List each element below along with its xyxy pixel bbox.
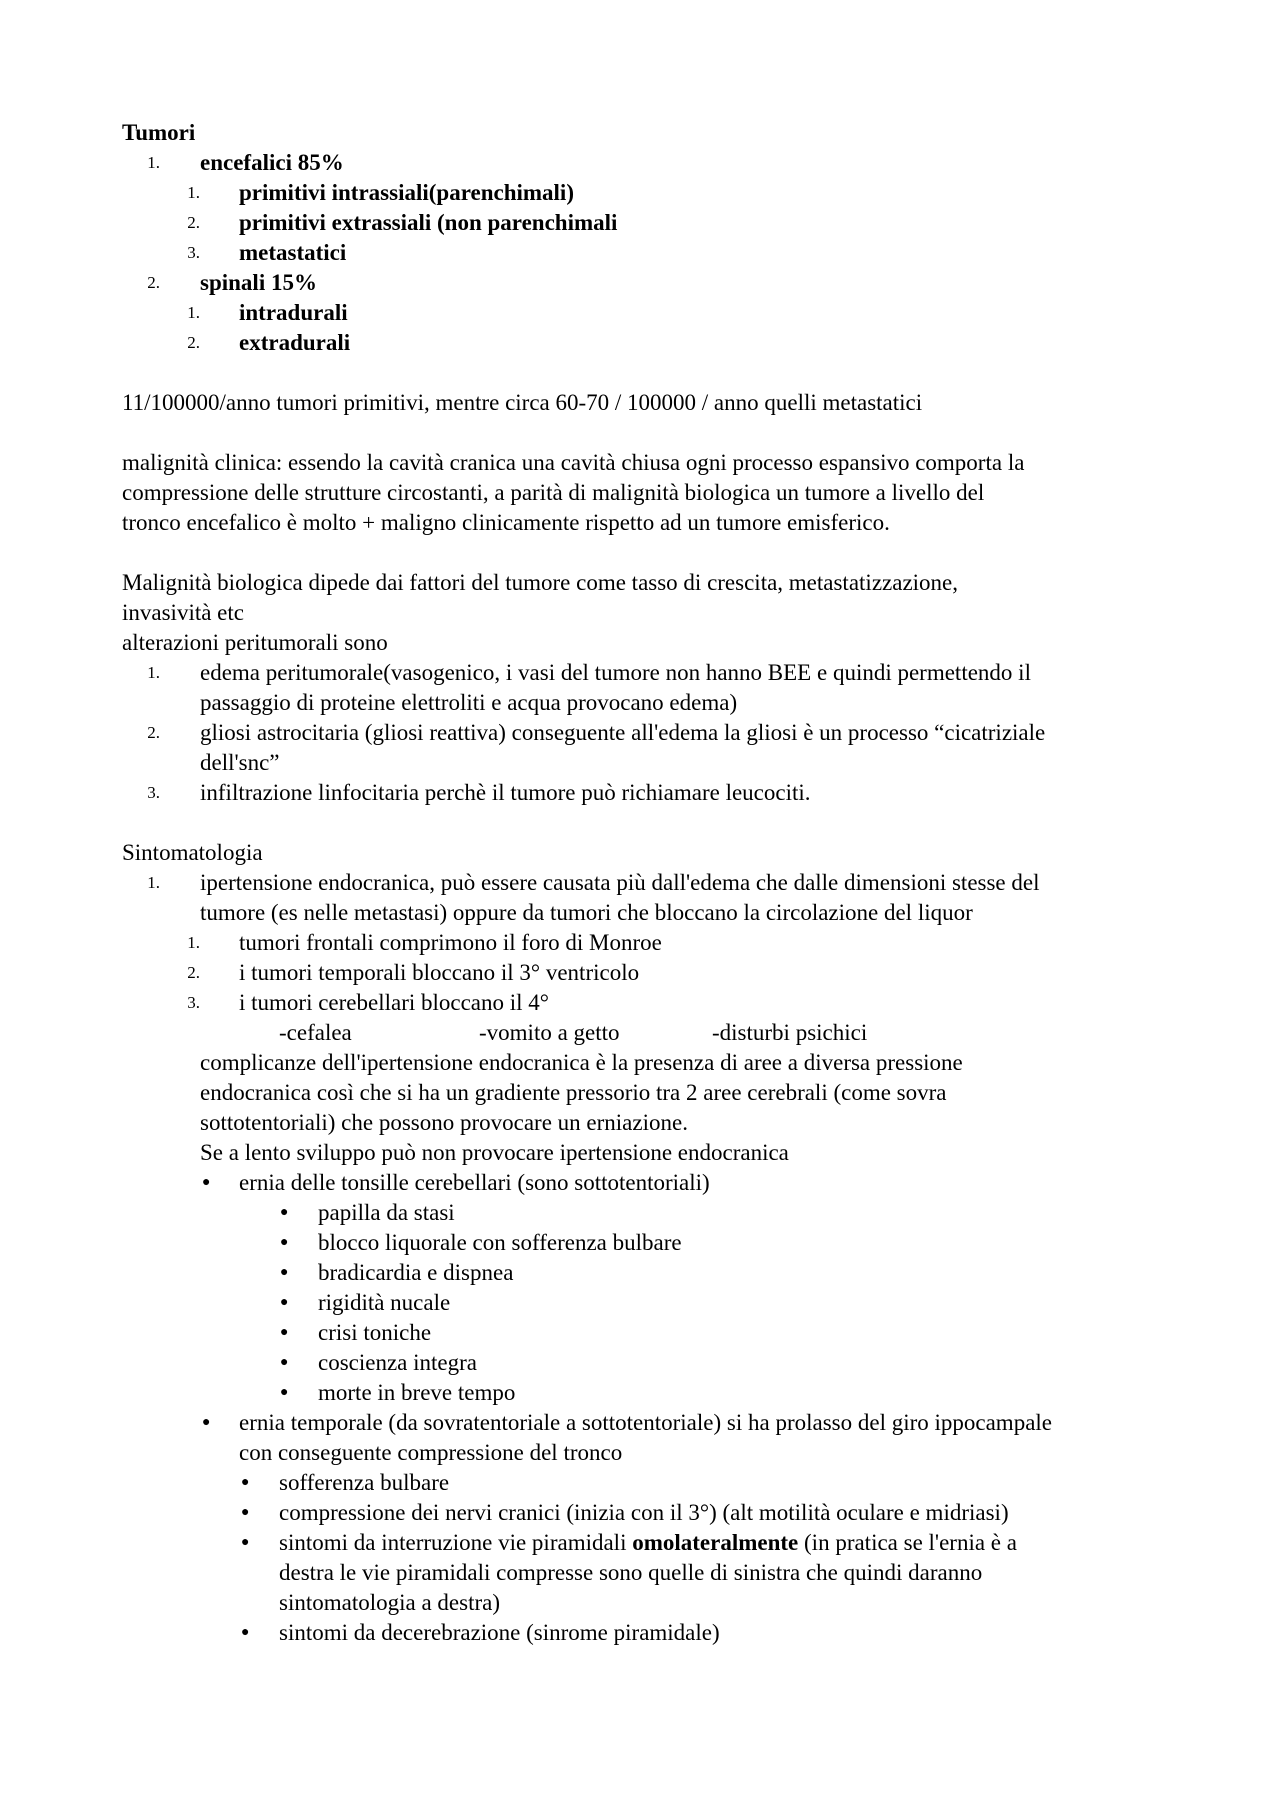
paragraph-line: Se a lento sviluppo può non provocare ipertensione endocranica [200, 1140, 789, 1165]
bullet-item: ● ernia delle tonsille cerebellari (sono sottotentoriali) [122, 1168, 1172, 1198]
bullet-icon: ● [280, 1355, 289, 1370]
bullet-item: ● sintomi da decerebrazione (sinrome piramidale) [122, 1618, 1172, 1648]
bullet-icon: ● [280, 1205, 289, 1220]
bullet-icon: ● [202, 1415, 211, 1430]
section-title: Tumori [122, 120, 196, 145]
list-item: 1. intradurali [187, 300, 348, 325]
bullet-item: ● papilla da stasi [122, 1198, 1172, 1228]
section-heading: Sintomatologia [122, 840, 263, 865]
bullet-item: ● ernia temporale (da sovratentoriale a sottotentoriale) si ha prolasso del giro ippocampale [122, 1408, 1172, 1438]
list-item: 2. gliosi astrocitaria (gliosi reattiva) conseguente all'edema la gliosi è un processo “cicatriziale [147, 720, 1046, 745]
bullet-item: ● morte in breve tempo [122, 1378, 1172, 1408]
incidence-text: 11/100000/anno tumori primitivi, mentre circa 60-70 / 100000 / anno quelli metastatici [122, 390, 923, 415]
bullet-icon: ● [202, 1175, 211, 1190]
list-item: 3. infiltrazione linfocitaria perchè il tumore può richiamare leucociti. [147, 780, 811, 805]
list-item-continuation: passaggio di proteine elettroliti e acqua provocano edema) [200, 690, 738, 715]
bullet-icon: ● [241, 1625, 250, 1640]
bullet-item: ● coscienza integra [122, 1348, 1172, 1378]
bullet-icon: ● [280, 1295, 289, 1310]
list-item: 3. i tumori cerebellari bloccano il 4° [187, 990, 549, 1015]
symptom-tabs: -cefalea -vomito a getto -disturbi psichici [279, 1020, 868, 1045]
bullet-item: ● compressione dei nervi cranici (inizia con il 3°) (alt motilità oculare e midriasi) [122, 1498, 1172, 1528]
list-item: 2. i tumori temporali bloccano il 3° ventricolo [187, 960, 640, 985]
bullet-item-continuation: destra le vie piramidali compresse sono quelle di sinistra che quindi daranno [279, 1560, 983, 1585]
list-item: 1. ipertensione endocranica, può essere causata più dall'edema che dalle dimensioni stesse del [147, 870, 1040, 895]
bullet-icon: ● [241, 1505, 250, 1520]
paragraph-line: Malignità biologica dipede dai fattori del tumore come tasso di crescita, metastatizzazione, [122, 570, 958, 595]
list-item-continuation: dell'snc” [200, 750, 280, 775]
bullet-item: ● blocco liquorale con sofferenza bulbare [122, 1228, 1172, 1258]
bullet-icon: ● [280, 1325, 289, 1340]
bullet-icon: ● [280, 1385, 289, 1400]
list-item: 3. metastatici [187, 240, 347, 265]
paragraph-line: complicanze dell'ipertensione endocranica è la presenza di aree a diversa pressione [200, 1050, 963, 1075]
paragraph-line: malignità clinica: essendo la cavità cranica una cavità chiusa ogni processo espansivo comporta la [122, 450, 1025, 475]
list-item: 1. encefalici 85% [147, 150, 344, 175]
bullet-item-continuation: sintomatologia a destra) [279, 1590, 500, 1615]
bullet-icon: ● [280, 1235, 289, 1250]
bullet-item-continuation: con conseguente compressione del tronco [239, 1440, 623, 1465]
bullet-item: ● rigidità nucale [122, 1288, 1172, 1318]
list-item: 1. tumori frontali comprimono il foro di Monroe [187, 930, 662, 955]
bullet-item: ● sintomi da interruzione vie piramidali omolateralmente (in pratica se l'ernia è a [122, 1528, 1172, 1558]
list-item: 2. spinali 15% [147, 270, 317, 295]
document-page [122, 118, 1172, 1648]
bullet-item: ● bradicardia e dispnea [122, 1258, 1172, 1288]
list-item: 2. extradurali [187, 330, 351, 355]
paragraph-line: endocranica così che si ha un gradiente pressorio tra 2 aree cerebrali (come sovra [200, 1080, 947, 1105]
list-item-continuation: tumore (es nelle metastasi) oppure da tumori che bloccano la circolazione del liquor [200, 900, 973, 925]
paragraph-line: invasività etc [122, 600, 244, 625]
bullet-item: ● sofferenza bulbare [122, 1468, 1172, 1498]
bullet-icon: ● [280, 1265, 289, 1280]
bullet-icon: ● [241, 1475, 250, 1490]
list-item: 1. primitivi intrassiali(parenchimali) [187, 180, 574, 205]
list-item: 1. edema peritumorale(vasogenico, i vasi del tumore non hanno BEE e quindi permettendo il [147, 660, 1031, 685]
paragraph-line: sottotentoriali) che possono provocare un erniazione. [200, 1110, 688, 1135]
list-item: 2. primitivi extrassiali (non parenchimali [187, 210, 618, 235]
paragraph-line: alterazioni peritumorali sono [122, 630, 388, 655]
paragraph-line: tronco encefalico è molto + maligno clinicamente rispetto ad un tumore emisferico. [122, 510, 890, 535]
bullet-item: ● crisi toniche [122, 1318, 1172, 1348]
paragraph-line: compressione delle strutture circostanti, a parità di malignità biologica un tumore a livello del [122, 480, 985, 505]
bullet-icon: ● [241, 1535, 250, 1550]
